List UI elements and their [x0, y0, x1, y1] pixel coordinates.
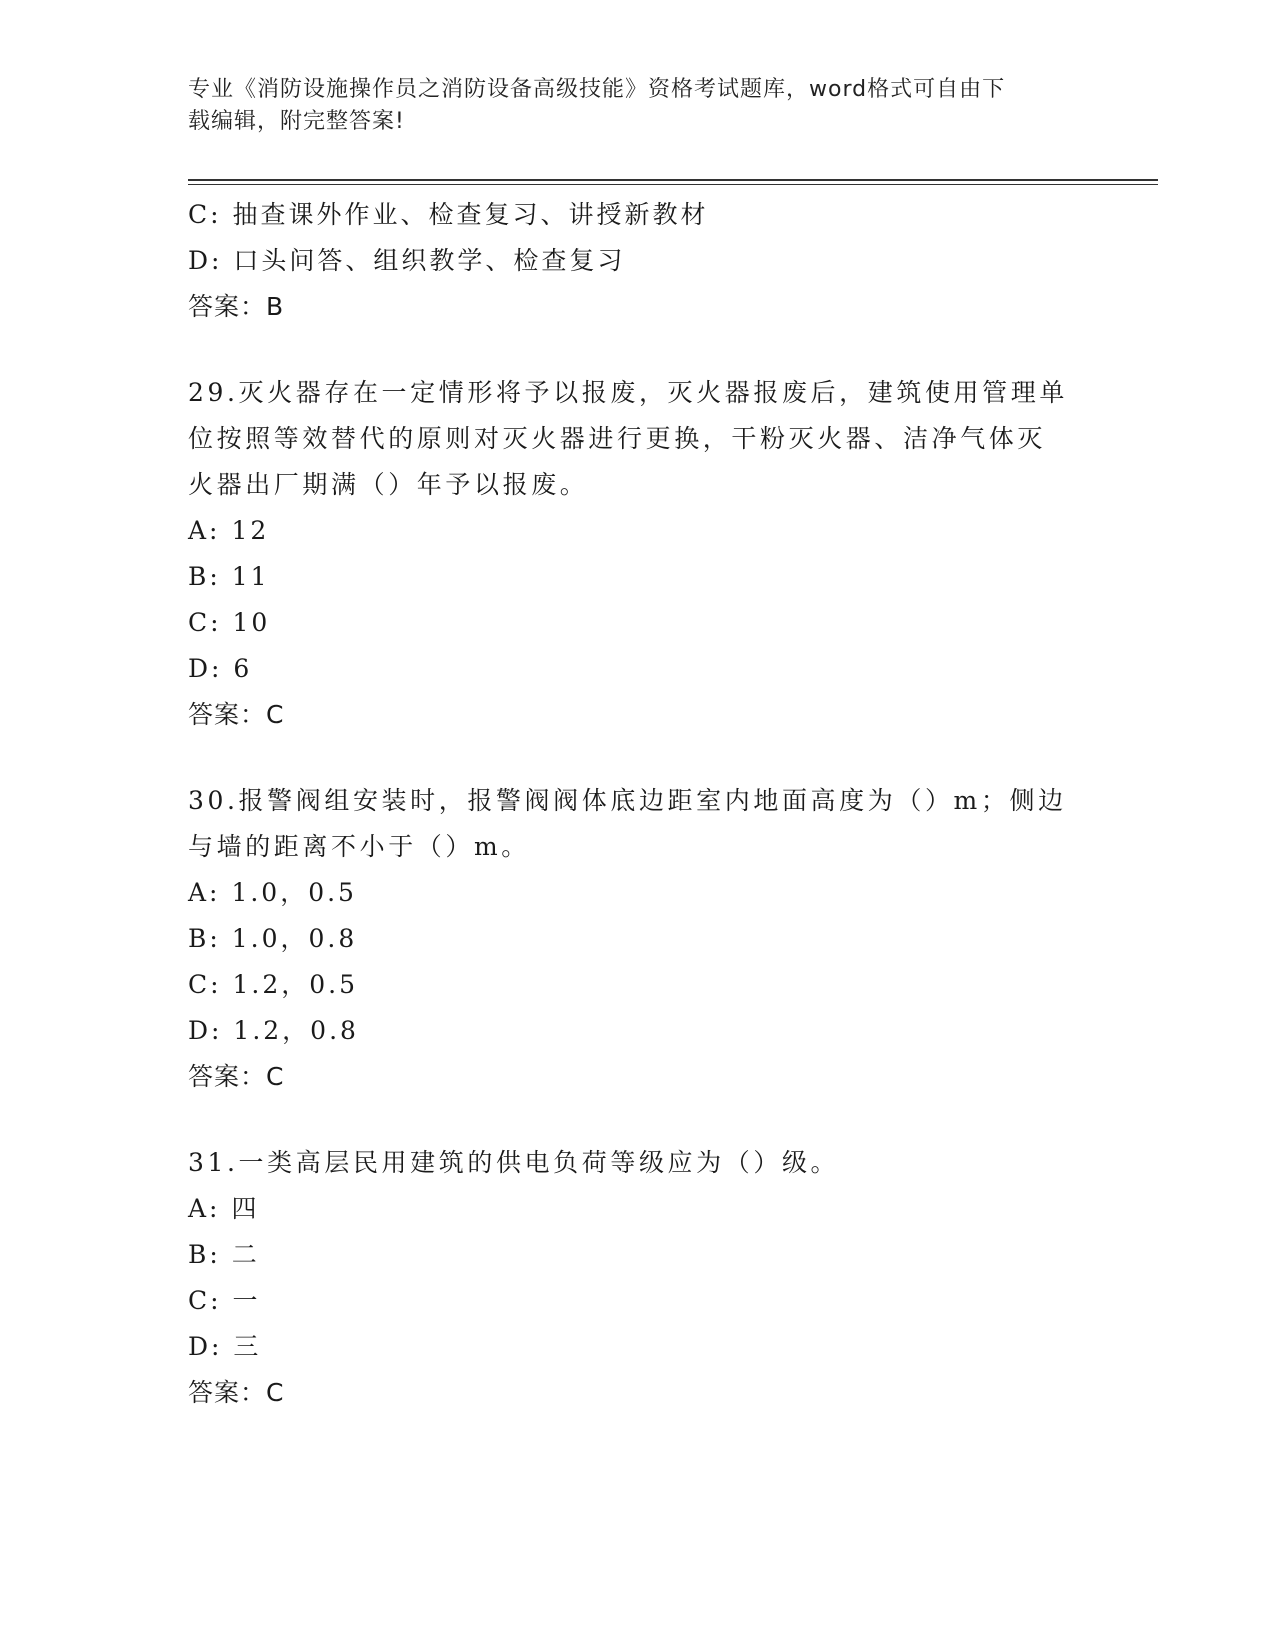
option-text: 6	[233, 654, 253, 683]
option-text: 11	[231, 562, 270, 591]
answer-line: 答案：C	[188, 1062, 285, 1091]
option-d	[188, 238, 1088, 284]
option-d	[188, 1324, 1088, 1370]
question-stem	[188, 1140, 1088, 1186]
option-text: 1.2，0.5	[232, 970, 359, 999]
stem-line: 与墙的距离不小于（）m。	[188, 832, 530, 861]
option-label: A:	[188, 1194, 221, 1223]
option-a	[188, 870, 1088, 916]
option-text: 1.0，0.8	[231, 924, 358, 953]
option-label: C:	[188, 1286, 222, 1315]
option-text: 1.2，0.8	[233, 1016, 359, 1045]
header-divider-thick	[188, 179, 1158, 181]
question-stem	[188, 778, 1088, 870]
header-divider-thin	[188, 184, 1158, 185]
question-31	[188, 1140, 1088, 1416]
option-text: 一	[232, 1286, 261, 1315]
header-line-1: 专业《消防设施操作员之消防设备高级技能》资格考试题库，word格式可自由下	[188, 77, 1006, 102]
stem-line: 31.一类高层民用建筑的供电负荷等级应为（）级。	[188, 1148, 840, 1177]
option-b	[188, 916, 1088, 962]
option-a	[188, 508, 1088, 554]
option-label: A:	[188, 516, 221, 545]
header-line-2: 载编辑，附完整答案!	[188, 109, 405, 134]
document-header	[188, 74, 1068, 138]
option-text: 四	[231, 1194, 260, 1223]
stem-line: 30.报警阀组安装时，报警阀阀体底边距室内地面高度为（）m；侧边	[188, 786, 1067, 815]
option-label: C:	[188, 970, 222, 999]
option-label: C:	[188, 608, 222, 637]
option-text: 12	[231, 516, 270, 545]
question-stem	[188, 370, 1088, 508]
option-label: B:	[188, 924, 221, 953]
stem-line: 火器出厂期满（）年予以报废。	[188, 470, 589, 499]
stem-line: 29.灭火器存在一定情形将予以报废，灭火器报废后，建筑使用管理单	[188, 378, 1068, 407]
question-29	[188, 370, 1088, 738]
option-c	[188, 1278, 1088, 1324]
answer-line: 答案：B	[188, 292, 285, 321]
answer-line: 答案：C	[188, 700, 285, 729]
option-d	[188, 1008, 1088, 1054]
option-label: D:	[188, 654, 223, 683]
option-label: C:	[188, 200, 222, 229]
option-c	[188, 962, 1088, 1008]
option-label: D:	[188, 1016, 223, 1045]
option-label: D:	[188, 246, 223, 275]
option-b	[188, 1232, 1088, 1278]
option-text: 抽查课外作业、检查复习、讲授新教材	[232, 200, 709, 229]
option-text: 1.0，0.5	[231, 878, 357, 907]
option-label: A:	[188, 878, 221, 907]
option-text: 二	[231, 1240, 260, 1269]
question-content	[188, 192, 1088, 1416]
option-text: 三	[233, 1332, 262, 1361]
option-label: D:	[188, 1332, 223, 1361]
carry-over-question	[188, 192, 1088, 330]
answer-line: 答案：C	[188, 1378, 285, 1407]
question-30	[188, 778, 1088, 1100]
option-b	[188, 554, 1088, 600]
option-a	[188, 1186, 1088, 1232]
option-label: B:	[188, 1240, 221, 1269]
option-text: 口头问答、组织教学、检查复习	[233, 246, 626, 275]
option-c	[188, 600, 1088, 646]
stem-line: 位按照等效替代的原则对灭火器进行更换，干粉灭火器、洁净气体灭	[188, 424, 1047, 453]
option-label: B:	[188, 562, 221, 591]
option-c	[188, 192, 1088, 238]
option-d	[188, 646, 1088, 692]
option-text: 10	[232, 608, 271, 637]
